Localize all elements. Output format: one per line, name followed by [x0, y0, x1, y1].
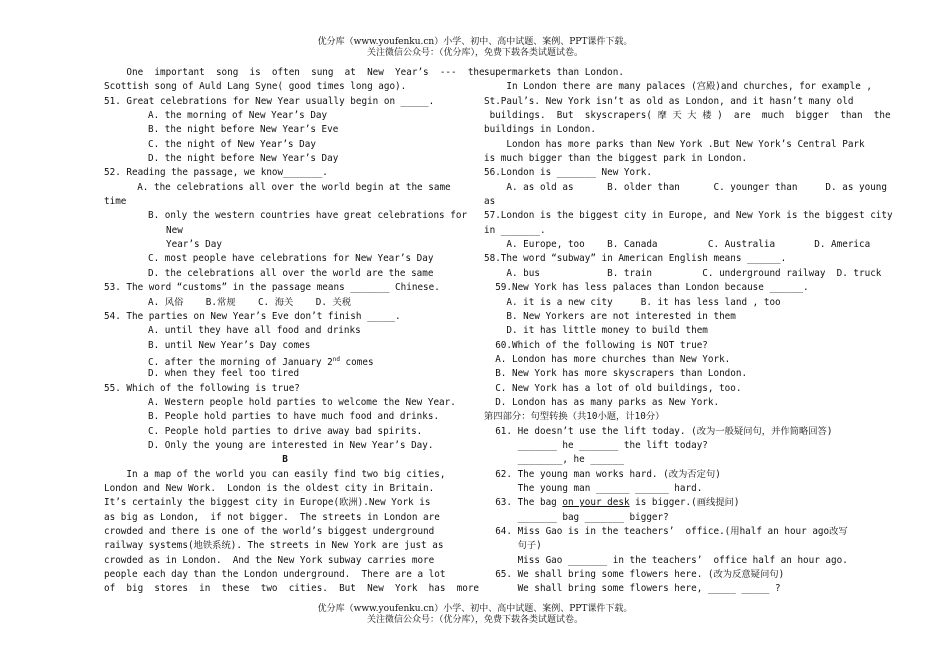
left-text-line: as big as London, if not bigger. The streets in London are [104, 511, 440, 523]
footer-line-2: 关注微信公众号：（优分库），免费下载各类试题试卷。 [366, 615, 583, 625]
right-text-line: 60.Which of the following is NOT true? [484, 339, 708, 351]
left-text-line: In a map of the world you can easily find two big cities, [104, 468, 446, 480]
left-text-line: One important song is often sung at New Year’s --- the [104, 67, 485, 78]
left-text-line: It’s certainly the biggest city in Europe(欧洲).New York is [104, 497, 431, 509]
right-text-line: C. New York has a lot of old buildings, too. [484, 382, 742, 394]
left-text-line: D. when they feel too tired [148, 368, 300, 380]
right-text-line: in _______. [484, 224, 546, 236]
left-text-line: C. the night of New Year’s Day [148, 138, 316, 150]
underlined-phrase: on your desk [562, 497, 630, 509]
right-text-line: London has more parks than New York .But New York’s Central Park [484, 138, 865, 150]
right-text-line: 58.The word “subway” in American English means ______. [484, 253, 787, 265]
page-footer [0, 604, 950, 626]
left-text-line: Scottish song of Auld Lang Syne( good times long ago). [104, 81, 407, 93]
left-text-line: 52. Reading the passage, we know_______. [104, 167, 328, 179]
left-text-line: D. the celebrations all over the world are the same [148, 267, 434, 279]
right-text-line: A. bus B. train C. underground railway D. truck [484, 267, 882, 279]
left-text-line: C. after the morning of January 2nd comes [148, 355, 374, 368]
left-text-line: 55. Which of the following is true? [104, 382, 300, 394]
right-text-line: In London there are many palaces (宫殿)and churches, for example , [484, 81, 873, 93]
right-text-line: 句子) [484, 540, 542, 552]
header-line-2: 关注微信公众号：（优分库），免费下载各类试题试卷。 [366, 48, 583, 58]
right-text-line: We shall bring some flowers here, _____ _____ ? [484, 583, 781, 595]
right-text-line: 62. The young man works hard. (改为否定句) [484, 468, 721, 480]
right-text-line: ________, he ______ [484, 454, 624, 466]
right-text-line: _______ he _______ the lift today? [484, 439, 708, 451]
right-text-line: B. New Yorkers are not interested in them [484, 310, 736, 322]
right-text-line: 第四部分：句型转换（共10小题，计10分） [484, 411, 665, 423]
left-text-line: C. People hold parties to drive away bad spirits. [148, 425, 423, 437]
page-header [0, 37, 950, 59]
left-text-line: B. only the western countries have great celebrations for [148, 210, 468, 222]
right-text-line: A. London has more churches than New York. [484, 353, 731, 365]
left-text-line: A. until they have all food and drinks [148, 325, 361, 337]
left-text-line: crowded as in London. And the New York subway carries more [104, 554, 435, 566]
right-text-line: The young man ______ ______ hard. [484, 482, 703, 494]
right-text-line: 57.London is the biggest city in Europe, and New York is the biggest city [484, 210, 893, 222]
right-text-line: is much bigger than the biggest park in London. [484, 153, 748, 165]
left-text-line: London and New Work. London is the oldest city in Britain. [104, 482, 435, 494]
left-text-line: Year’s Day [166, 239, 222, 251]
right-text-line: 65. We shall bring some flowers here. (改为反意疑问句) [484, 569, 785, 581]
left-text-line: B. the night before New Year’s Eve [148, 124, 339, 136]
right-text-line: D. London has as many parks as New York. [484, 396, 720, 408]
left-text-line: of big stores in these two cities. But New York has more [104, 583, 480, 595]
left-text-line: crowded and there is one of the world’s biggest underground [104, 526, 435, 537]
right-text-line: as [484, 196, 496, 208]
header-line-1: 优分库（www.youfenku.cn）小学、初中、高中试题、案例、PPT课件下载。 [317, 37, 633, 47]
right-text-line: A. it is a new city B. it has less land , too [484, 296, 781, 308]
right-text-line: B. New York has more skyscrapers than London. [484, 368, 748, 380]
right-text-line: D. it has little money to build them [484, 325, 708, 337]
right-text-line: 56.London is _______ New York. [484, 167, 652, 179]
right-column [484, 66, 900, 597]
right-text-line: Miss Gao _______ in the teachers’ office half an hour ago. [484, 554, 848, 566]
left-text-line: people each day than the London underground. There are a lot [104, 569, 446, 581]
left-text-line: time [104, 196, 127, 208]
left-text-line: New [166, 224, 183, 236]
left-text-line: railway systems(地铁系统). The streets in New York are just as [104, 540, 444, 552]
right-text-line: _______ bag _______ bigger? [484, 511, 669, 523]
right-text-line: A. as old as B. older than C. younger than D. as young [484, 181, 887, 193]
right-text-line: A. Europe, too B. Canada C. Australia D. America [484, 239, 871, 251]
right-text-line: buildings in London. [484, 124, 596, 136]
right-text-line: St.Paul’s. New York isn’t as old as London, and it hasn’t many old [484, 95, 854, 107]
right-text-line: 64. Miss Gao is in the teachers’ office.(用half an hour ago改写 [484, 526, 848, 537]
ordinal-suffix: nd [332, 355, 340, 363]
left-text-line: B. People hold parties to have much food and drinks. [148, 411, 440, 423]
right-text-line: 61. He doesn’t use the lift today. (改为一般疑问句，并作简略回答) [484, 425, 833, 437]
left-text-line: A. the morning of New Year’s Day [148, 110, 328, 122]
left-text-line: 54. The parties on New Year’s Eve don’t finish _____. [104, 310, 401, 322]
left-text-line: 51. Great celebrations for New Year usually begin on _____. [104, 95, 435, 107]
left-text-line: D. the night before New Year’s Day [148, 153, 339, 165]
footer-line-1: 优分库（www.youfenku.cn）小学、初中、高中试题、案例、PPT课件下载。 [317, 604, 633, 614]
left-text-line: 53. The word “customs” in the passage means _______ Chinese. [104, 282, 440, 294]
left-text-line: B [282, 454, 288, 466]
right-text-line: 59.New York has less palaces than London because ______. [484, 282, 809, 294]
left-text-line: A. the celebrations all over the world begin at the same [126, 181, 451, 193]
right-text-line: 63. The bag on your desk is bigger.(画线提问) [484, 497, 740, 509]
left-column [104, 66, 485, 597]
right-text-line: buildings. But skyscrapers( 摩 天 大 楼 ) are much bigger than the [484, 110, 891, 122]
left-text-line: A. 风俗 B.常规 C. 海关 D. 关税 [148, 296, 352, 308]
left-text-line: B. until New Year’s Day comes [148, 339, 311, 351]
left-text-line: D. Only the young are interested in New Year’s Day. [148, 439, 434, 451]
left-text-line: C. most people have celebrations for New Year’s Day [148, 253, 434, 265]
right-text-line: supermarkets than London. [484, 67, 624, 78]
left-text-line: A. Western people hold parties to welcome the New Year. [148, 396, 456, 408]
